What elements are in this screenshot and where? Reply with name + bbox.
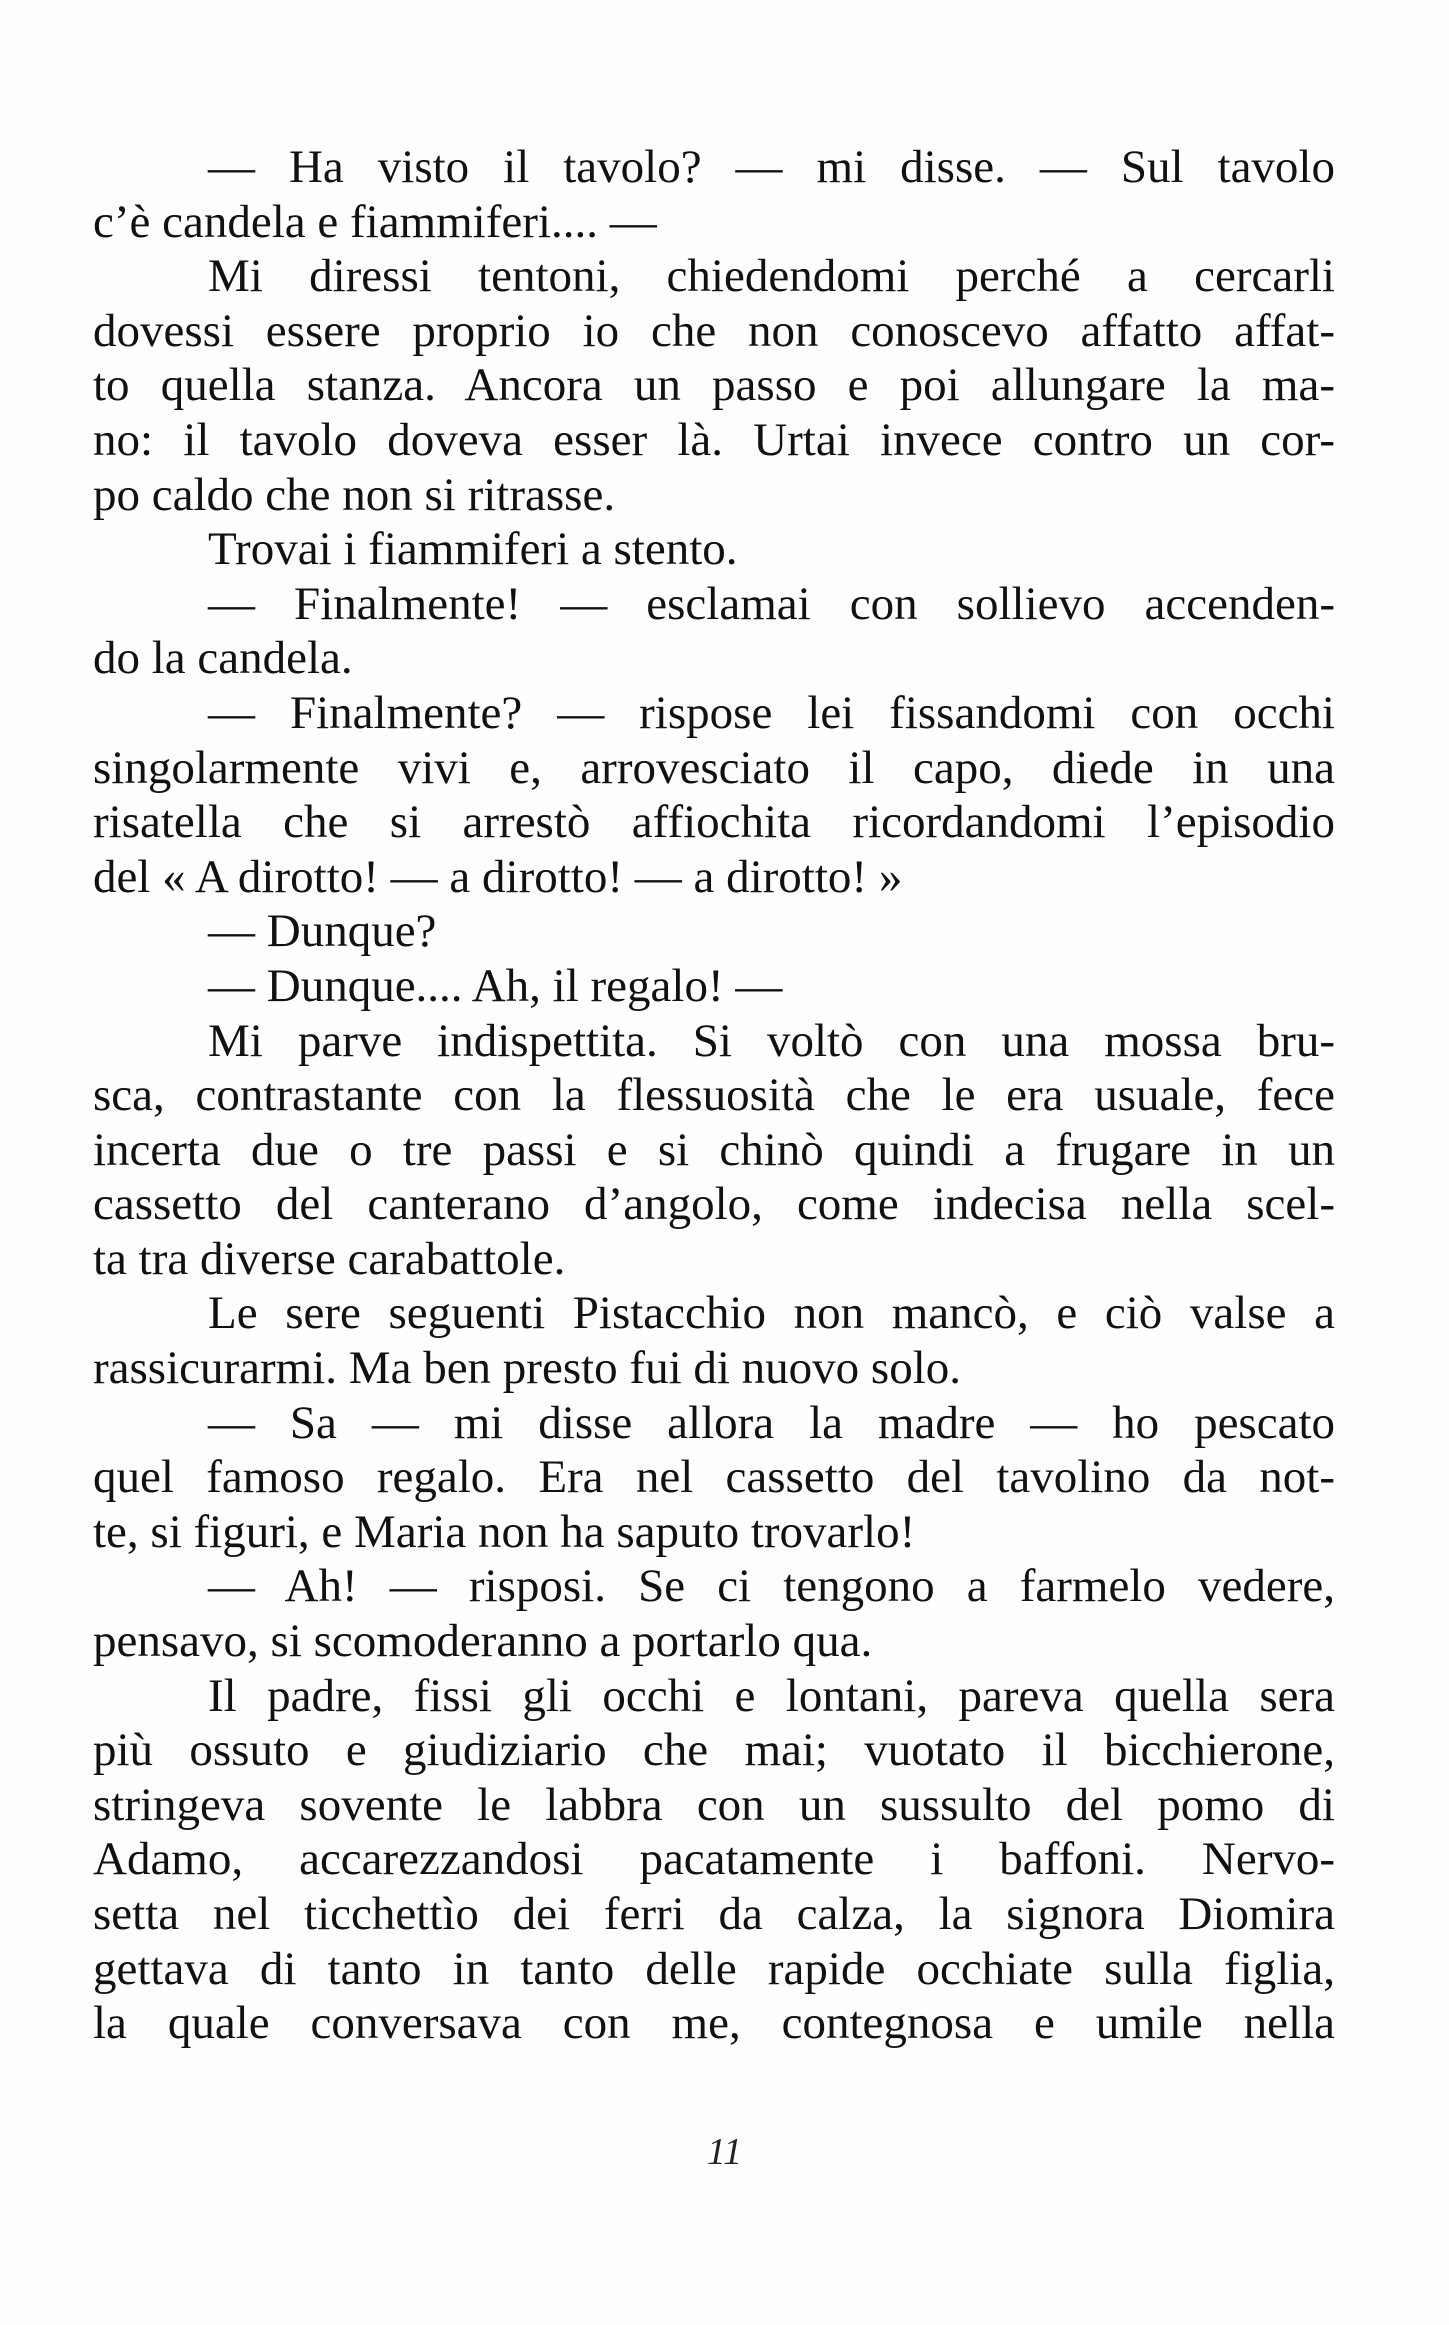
text-line: do la candela.: [93, 632, 353, 685]
text-line: — Finalmente? — rispose lei fissandomi con occhi: [208, 686, 1335, 739]
text-line: quel famoso regalo. Era nel cassetto del tavolino da not-: [93, 1451, 1335, 1504]
text-line: la quale conversava con me, contegnosa e umile nella: [93, 1997, 1335, 2050]
text-line: incerta due o tre passi e si chinò quindi a frugare in un: [93, 1123, 1335, 1176]
text-line: del « A dirotto! — a dirotto! — a dirotto! »: [93, 850, 903, 903]
text-line: pensavo, si scomoderanno a portarlo qua.: [93, 1615, 873, 1668]
text-line: Le sere seguenti Pistacchio non mancò, e ciò valse a: [208, 1287, 1335, 1340]
text-line: — Sa — mi disse allora la madre — ho pescato: [208, 1396, 1335, 1449]
text-line: Trovai i fiammiferi a stento.: [208, 523, 738, 576]
text-line: — Ha visto il tavolo? — mi disse. — Sul tavolo: [208, 141, 1335, 193]
text-line: Mi parve indispettita. Si voltò con una mossa bru-: [208, 1014, 1335, 1067]
text-line: po caldo che non si ritrasse.: [93, 468, 616, 521]
page-number: 11: [706, 2131, 743, 2173]
text-line: Il padre, fissi gli occhi e lontani, pareva quella sera: [208, 1669, 1335, 1722]
text-line: dovessi essere proprio io che non conoscevo affatto affat-: [93, 304, 1335, 357]
body-text: [93, 140, 1335, 2051]
text-line: — Ah! — risposi. Se ci tengono a farmelo vedere,: [208, 1560, 1335, 1613]
text-line: — Dunque.... Ah, il regalo! —: [208, 959, 783, 1012]
text-line: stringeva sovente le labbra con un sussulto del pomo di: [93, 1778, 1335, 1831]
text-line: sca, contrastante con la flessuosità che le era usuale, fece: [93, 1069, 1335, 1122]
text-line: più ossuto e giudiziario che mai; vuotato il bicchierone,: [93, 1724, 1335, 1777]
text-line: singolarmente vivi e, arrovesciato il capo, diede in una: [93, 741, 1335, 794]
text-line: — Finalmente! — esclamai con sollievo accenden-: [208, 577, 1335, 630]
text-line: rassicurarmi. Ma ben presto fui di nuovo solo.: [93, 1342, 962, 1395]
text-line: — Dunque?: [208, 905, 437, 958]
text-line: c’è candela e fiammiferi.... —: [93, 195, 657, 248]
text-line: setta nel ticchettìo dei ferri da calza, la signora Diomira: [93, 1888, 1335, 1940]
text-line: cassetto del canterano d’angolo, come indecisa nella scel-: [93, 1178, 1335, 1231]
text-line: risatella che si arrestò affiochita ricordandomi l’episodio: [93, 796, 1335, 849]
text-line: gettava di tanto in tanto delle rapide occhiate sulla figlia,: [93, 1942, 1335, 1995]
text-line: to quella stanza. Ancora un passo e poi allungare la ma-: [93, 359, 1335, 412]
text-line: ta tra diverse carabattole.: [93, 1232, 566, 1285]
text-line: Adamo, accarezzandosi pacatamente i baffoni. Nervo-: [93, 1833, 1335, 1886]
text-line: te, si figuri, e Maria non ha saputo trovarlo!: [93, 1505, 916, 1558]
text-line: no: il tavolo doveva esser là. Urtai invece contro un cor-: [93, 413, 1335, 466]
text-line: Mi diressi tentoni, chiedendomi perché a cercarli: [208, 250, 1335, 303]
